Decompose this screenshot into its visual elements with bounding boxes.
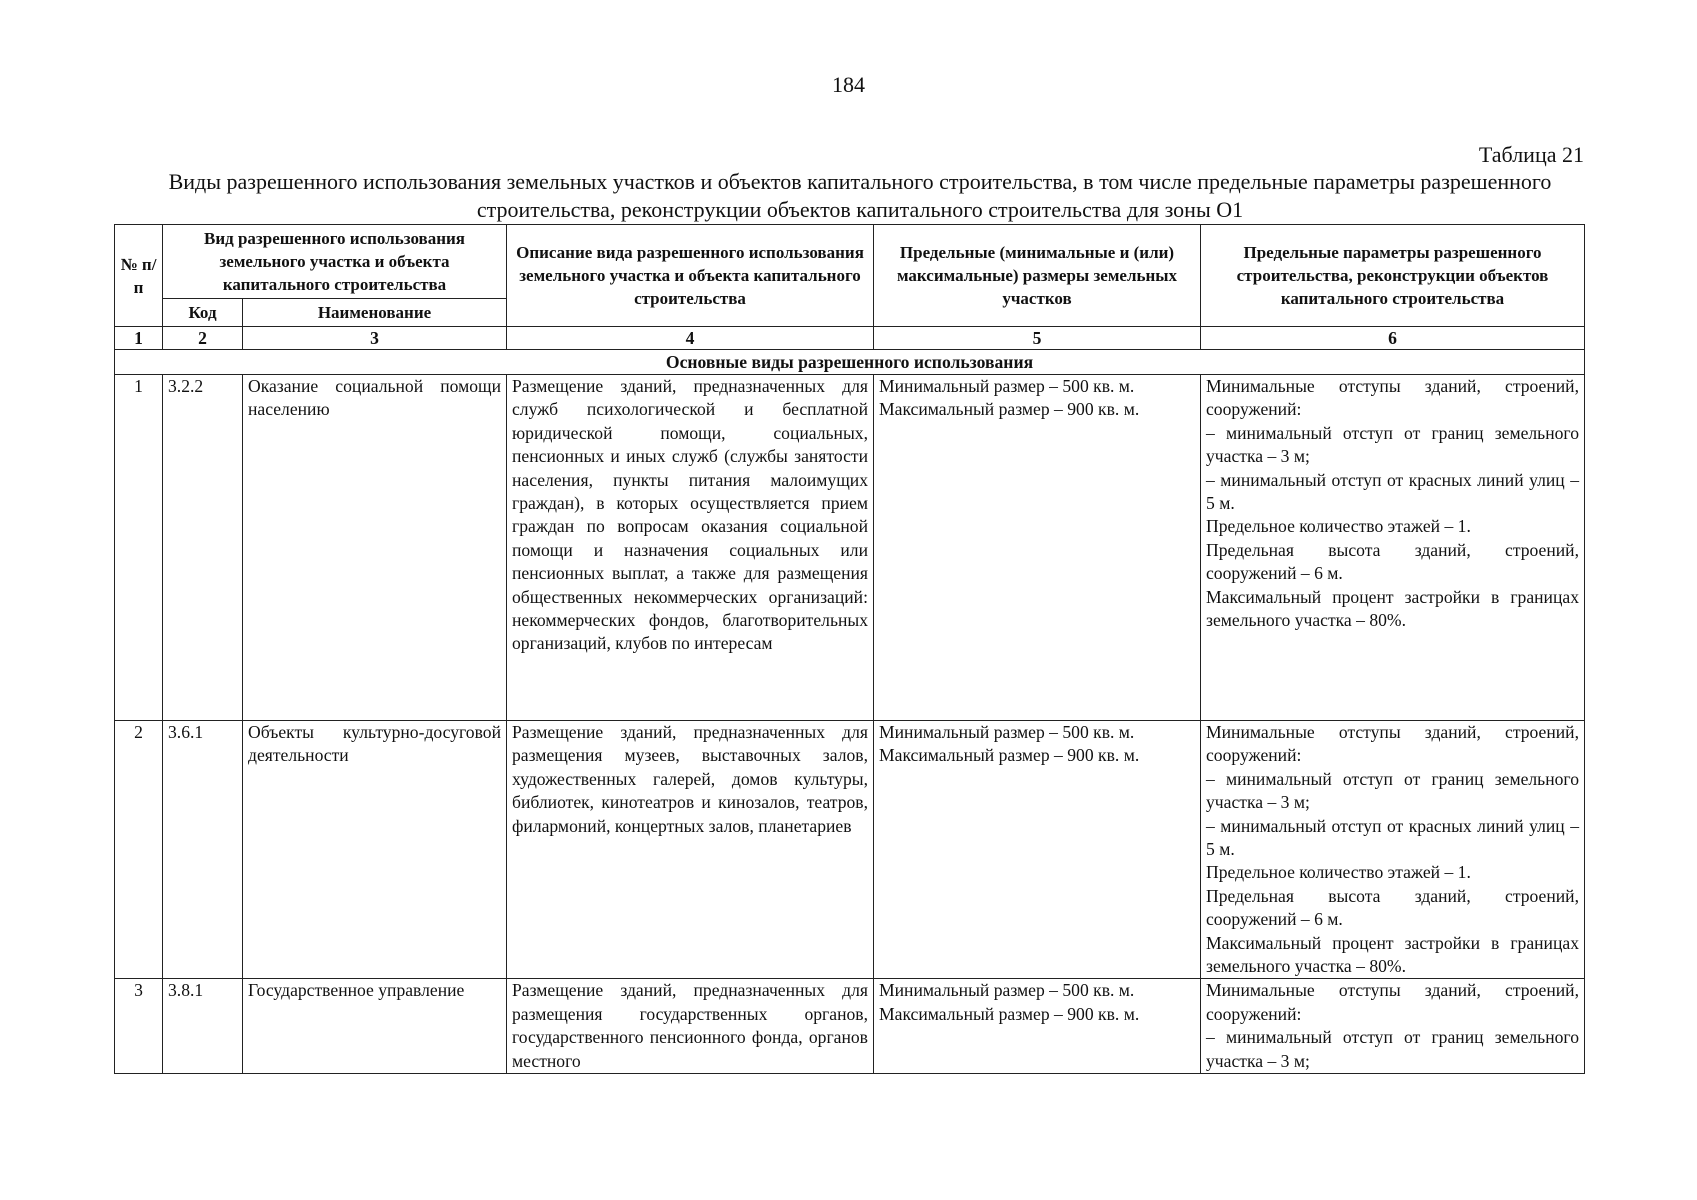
- size-max: Максимальный размер – 900 кв. м.: [879, 1003, 1140, 1024]
- table-label: Таблица 21: [1478, 142, 1584, 167]
- param-line: Минимальные отступы зданий, строений, сооружений:: [1206, 376, 1579, 420]
- param-line: Предельная высота зданий, строений, сооружений – 6 м.: [1206, 539, 1579, 584]
- param-line: – минимальный отступ от границ земельного участка – 3 м;: [1206, 422, 1579, 467]
- row-code: 3.8.1: [163, 979, 243, 1074]
- param-line: Предельная высота зданий, строений, сооружений – 6 м.: [1206, 885, 1579, 930]
- size-min: Минимальный размер – 500 кв. м.: [879, 980, 1135, 1001]
- header-name: Наименование: [243, 299, 507, 327]
- header-params: Предельные параметры разрешенного строительства, реконструкции объектов капитального строительства: [1201, 225, 1585, 327]
- table-row: [115, 375, 1585, 721]
- param-line: – минимальный отступ от красных линий улиц – 5 м.: [1206, 469, 1579, 514]
- row-code: 3.6.1: [163, 721, 243, 979]
- param-line: Минимальные отступы зданий, строений, сооружений:: [1206, 980, 1579, 1024]
- table-row: [115, 979, 1585, 1074]
- column-number: 3: [243, 327, 507, 350]
- header-code: Код: [163, 299, 243, 327]
- row-name: Государственное управление: [243, 979, 507, 1074]
- column-number: 4: [507, 327, 874, 350]
- row-params: [1201, 375, 1585, 721]
- zoning-table: [114, 224, 1585, 1074]
- header-description: Описание вида разрешенного использования земельного участка и объекта капитального строительства: [507, 225, 874, 327]
- section-row: [115, 350, 1585, 375]
- table-title: Виды разрешенного использования земельных участков и объектов капитального строительства, в том числе предельные параметры разрешенного строительства, реконструкции объектов капитального строительства для зоны О1: [168, 169, 1552, 222]
- row-description: Размещение зданий, предназначенных для служб психологической и бесплатной юридической помощи, социальных, пенсионных и иных служб (службы занятости населения, пункты питания малоимущих граждан), в которых осуществляется прием граждан по вопросам оказания социальной помощи и назначения социальных или пенсионных выплат, а также для размещения общественных некоммерческих организаций: некоммерческих фондов, благотворительных организаций, клубов по интересам: [507, 375, 874, 721]
- row-name: Объекты культурно-досуговой деятельности: [243, 721, 507, 979]
- param-line: Максимальный процент застройки в границах земельного участка – 80%.: [1206, 932, 1579, 977]
- size-min: Минимальный размер – 500 кв. м.: [879, 376, 1135, 396]
- param-line: Предельное количество этажей – 1.: [1206, 862, 1471, 883]
- table-row: [115, 721, 1585, 979]
- column-number: 1: [115, 327, 163, 350]
- row-params: [1201, 979, 1585, 1074]
- row-name: Оказание социальной помощи населению: [243, 375, 507, 721]
- param-line: – минимальный отступ от красных линий улиц – 5 м.: [1206, 815, 1579, 860]
- header-vid: Вид разрешенного использования земельного участка и объекта капитального строительства: [163, 225, 507, 299]
- row-description: Размещение зданий, предназначенных для размещения музеев, выставочных залов, художественных галерей, домов культуры, библиотек, кинотеатров и кинозалов, театров, филармоний, концертных залов, планетариев: [507, 721, 874, 979]
- param-line: Предельное количество этажей – 1.: [1206, 516, 1471, 537]
- size-max: Максимальный размер – 900 кв. м.: [879, 399, 1140, 420]
- section-title: Основные виды разрешенного использования: [115, 350, 1585, 375]
- column-number: 6: [1201, 327, 1585, 350]
- page-number: 184: [832, 72, 865, 97]
- row-sizes: [874, 375, 1201, 721]
- row-number: 1: [115, 375, 163, 721]
- size-min: Минимальный размер – 500 кв. м.: [879, 722, 1135, 742]
- header-row: [115, 225, 1585, 299]
- param-line: Максимальный процент застройки в границах земельного участка – 80%.: [1206, 586, 1579, 631]
- header-sizes: Предельные (минимальные и (или) максимальные) размеры земельных участков: [874, 225, 1201, 327]
- row-number: 2: [115, 721, 163, 979]
- row-description: Размещение зданий, предназначенных для размещения государственных органов, государственного пенсионного фонда, органов местного: [507, 979, 874, 1074]
- column-number: 2: [163, 327, 243, 350]
- param-line: – минимальный отступ от границ земельного участка – 3 м;: [1206, 1027, 1579, 1071]
- size-max: Максимальный размер – 900 кв. м.: [879, 745, 1140, 766]
- row-sizes: [874, 979, 1201, 1074]
- row-params: [1201, 721, 1585, 979]
- column-number-row: [115, 327, 1585, 350]
- header-num: № п/п: [115, 225, 163, 327]
- row-number: 3: [115, 979, 163, 1074]
- param-line: Минимальные отступы зданий, строений, сооружений:: [1206, 722, 1579, 766]
- row-sizes: [874, 721, 1201, 979]
- row-code: 3.2.2: [163, 375, 243, 721]
- column-number: 5: [874, 327, 1201, 350]
- param-line: – минимальный отступ от границ земельного участка – 3 м;: [1206, 768, 1579, 813]
